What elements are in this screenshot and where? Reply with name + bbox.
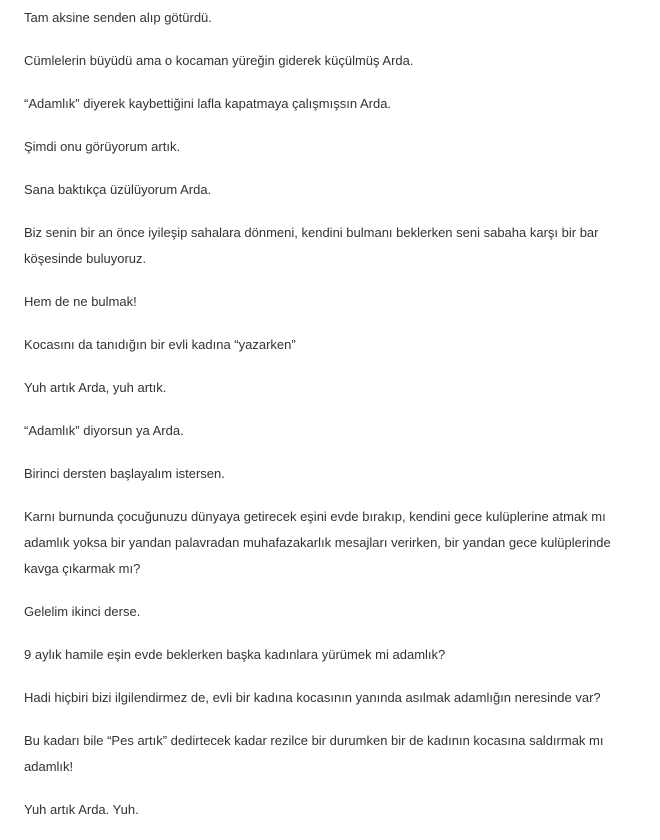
paragraph: Yuh artık Arda. Yuh. [24,802,139,817]
paragraph: Kocasını da tanıdığın bir evli kadına “yazarken” [24,337,296,352]
paragraph: Bu kadarı bile “Pes artık” dedirtecek kadar rezilce bir durumken bir de kadının kocasına saldırmak mı adamlık! [24,733,604,774]
article-body [24,0,644,840]
paragraph: Hadi hiçbiri bizi ilgilendirmez de, evli bir kadına kocasının yanında asılmak adamlığın neresinde var? [24,690,601,705]
paragraph: 9 aylık hamile eşin evde beklerken başka kadınlara yürümek mi adamlık? [24,647,446,662]
paragraph: Tam aksine senden alıp götürdü. [24,10,212,25]
paragraph: “Adamlık” diyerek kaybettiğini lafla kapatmaya çalışmışsın Arda. [24,96,392,111]
paragraph: Biz senin bir an önce iyileşip sahalara dönmeni, kendini bulmanı beklerken seni sabaha karşı bir bar köşesinde buluyoruz. [24,225,599,266]
paragraph: Hem de ne bulmak! [24,294,137,309]
paragraph: Gelelim ikinci derse. [24,604,141,619]
paragraph: Karnı burnunda çocuğunuzu dünyaya getirecek eşini evde bırakıp, kendini gece kulüplerine atmak mı adamlık yoksa bir yandan palavradan muhafazakarlık mesajları verirken, bir yandan gece kulüplerinde kavga çıkarmak mı? [24,509,611,576]
paragraph: Cümlelerin büyüdü ama o kocaman yüreğin giderek küçülmüş Arda. [24,53,414,68]
paragraph: Yuh artık Arda, yuh artık. [24,380,167,395]
paragraph: “Adamlık” diyorsun ya Arda. [24,423,184,438]
paragraph: Sana baktıkça üzülüyorum Arda. [24,182,212,197]
paragraph: Şimdi onu görüyorum artık. [24,139,181,154]
paragraph: Birinci dersten başlayalım istersen. [24,466,225,481]
